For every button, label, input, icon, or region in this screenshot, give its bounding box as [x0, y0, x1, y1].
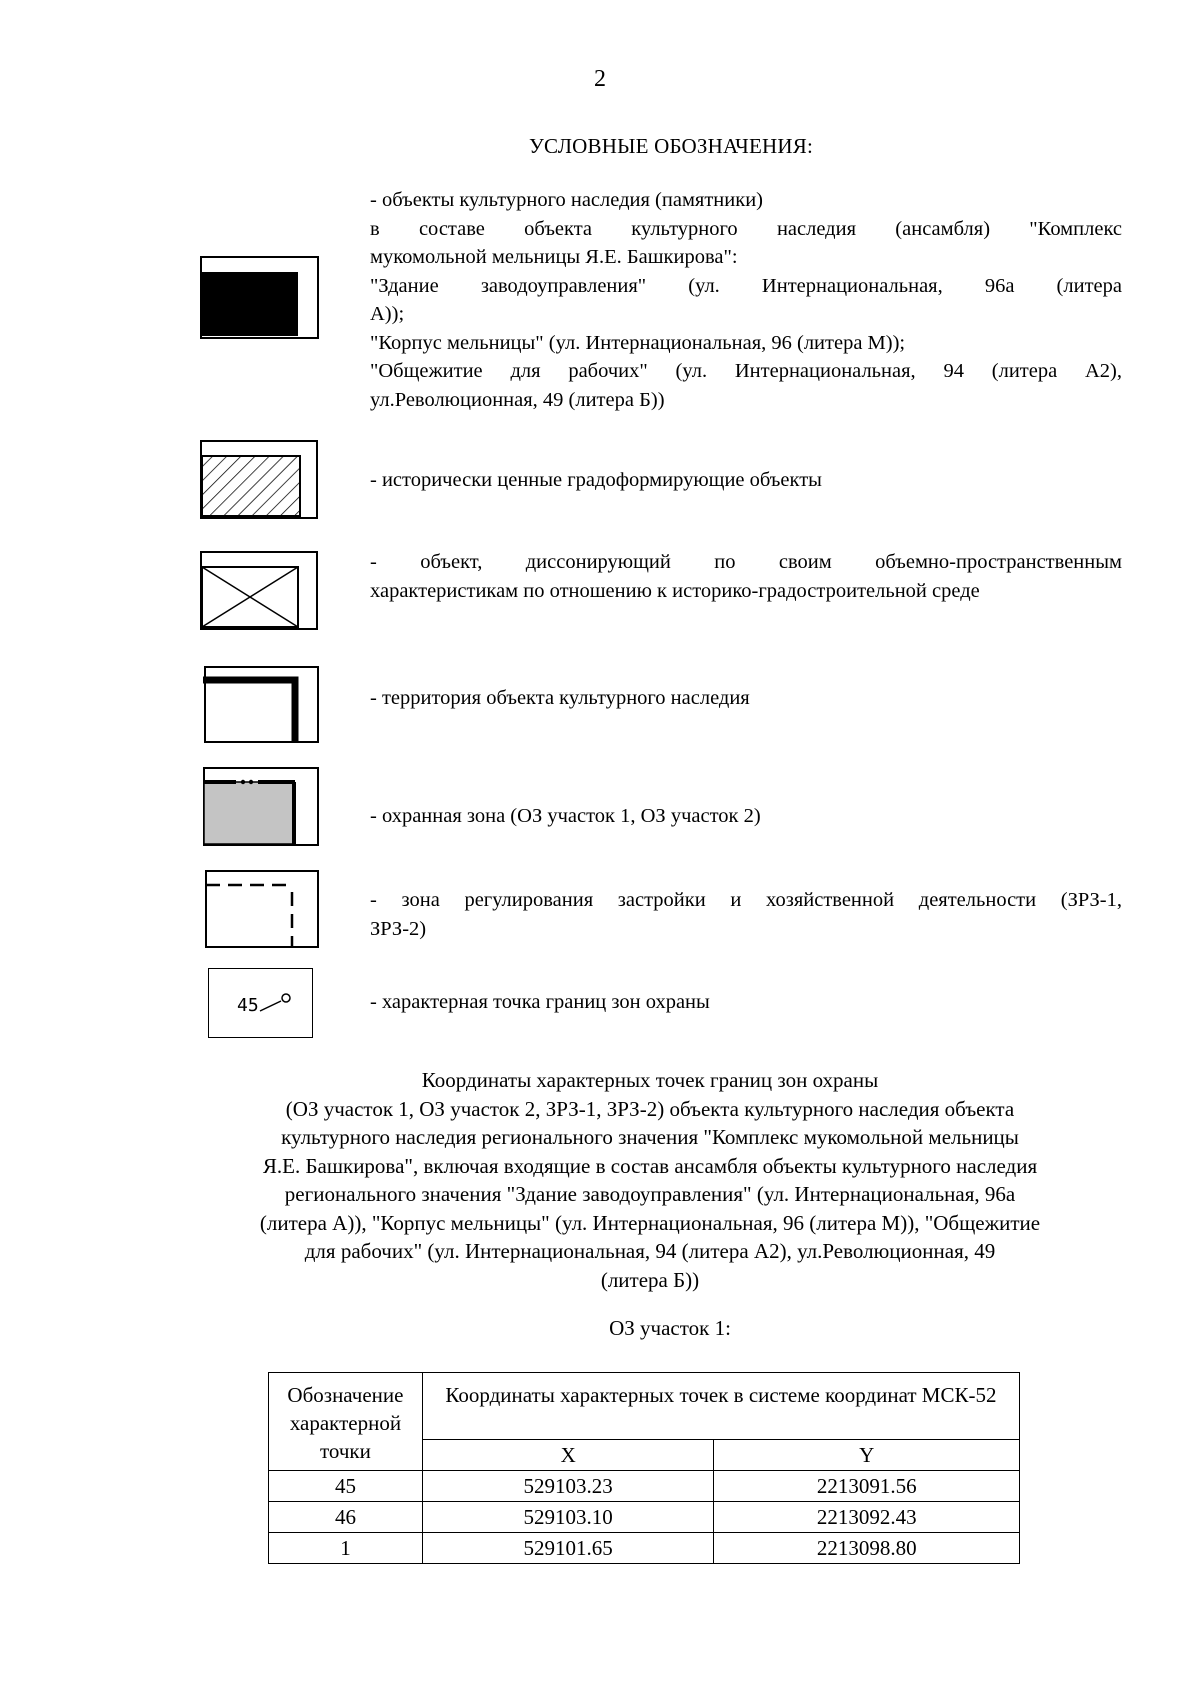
cell-x: 529101.65	[422, 1533, 714, 1564]
crossed-box-icon	[200, 551, 320, 631]
coords-title-line: Я.Е. Башкирова", включая входящие в состав ансамбля объекты культурного наследия	[262, 1153, 1038, 1178]
point-marker-icon	[208, 968, 313, 1038]
cell-x: 529103.10	[422, 1502, 714, 1533]
cell-point: 1	[269, 1533, 423, 1564]
point-leader-icon	[257, 989, 297, 1019]
legend-dissonant-line: - объект, диссонирующий по своим объемно-пространственным	[370, 551, 1122, 573]
coords-title-line: культурного наследия регионального значения "Комплекс мукомольной мельницы	[281, 1125, 1019, 1149]
legend-dissonant-line: характеристикам по отношению к историко-градостроительной среде	[370, 579, 980, 602]
coords-title	[150, 1066, 1150, 1294]
point-marker-label: 45	[237, 995, 259, 1016]
legend-monuments-line: в составе объекта культурного наследия (ансамбля) "Комплекс	[370, 217, 1122, 240]
coords-title-line: (литера Б))	[600, 1267, 700, 1292]
section-title: ОЗ участок 1:	[609, 1316, 731, 1340]
coords-title-line: (ОЗ участок 1, ОЗ участок 2, ЗРЗ-1, ЗРЗ-2) объекта культурного наследия объекта	[285, 1096, 1015, 1121]
header-x: X	[422, 1440, 714, 1471]
territory-border-icon	[200, 666, 320, 744]
legend-regulation-zone-line: ЗРЗ-2)	[370, 917, 427, 940]
cell-point: 45	[269, 1471, 423, 1502]
legend-monuments-line: "Здание заводоуправления" (ул. Интернациональная, 96а (литера	[370, 274, 1122, 297]
hatched-building-icon	[200, 440, 320, 520]
table-row	[269, 1502, 1020, 1533]
legend-regulation-zone	[370, 886, 1122, 943]
cell-point: 46	[269, 1502, 423, 1533]
legend-monuments-line: мукомольной мельницы Я.Е. Башкирова":	[370, 246, 738, 268]
header-coordinates: Координаты характерных точек в системе координат МСК-52	[422, 1373, 1019, 1440]
legend-monuments-line: "Корпус мельницы" (ул. Интернациональная, 96 (литера М));	[370, 331, 906, 354]
monument-symbol-icon	[200, 256, 320, 340]
legend-monuments	[370, 186, 1122, 414]
coords-title-line: для рабочих" (ул. Интернациональная, 94 (литера А2), ул.Революционная, 49	[304, 1239, 996, 1263]
protection-zone-icon	[200, 767, 320, 847]
coords-title-line: Координаты характерных точек границ зон охраны	[421, 1068, 879, 1092]
table-header-row	[269, 1373, 1020, 1440]
coords-title-line: регионального значения "Здание заводоуправления" (ул. Интернациональная, 96а	[284, 1182, 1016, 1206]
coordinates-table	[268, 1372, 1020, 1564]
table-row	[269, 1471, 1020, 1502]
cell-y: 2213091.56	[714, 1471, 1020, 1502]
coords-title-line: (литера А)), "Корпус мельницы" (ул. Интернациональная, 96 (литера М)), "Общежитие	[259, 1210, 1041, 1235]
legend-regulation-zone-line: - зона регулирования застройки и хозяйственной деятельности (ЗРЗ-1,	[370, 889, 1122, 911]
legend-monuments-line: - объекты культурного наследия (памятники)	[370, 189, 764, 211]
legend-dissonant	[370, 548, 1122, 605]
legend-monuments-line: ул.Революционная, 49 (литера Б))	[370, 388, 665, 411]
legend-monuments-line: А));	[370, 303, 405, 325]
legend-monuments-line: "Общежитие для рабочих" (ул. Интернациональная, 94 (литера А2),	[370, 360, 1122, 382]
legend-point: - характерная точка границ зон охраны	[370, 991, 710, 1013]
table-row	[269, 1533, 1020, 1564]
header-point: Обозначение характерной точки	[269, 1373, 423, 1471]
legend-title: УСЛОВНЫЕ ОБОЗНАЧЕНИЯ:	[528, 134, 814, 158]
page-number: 2	[594, 66, 606, 92]
legend-territory: - территория объекта культурного наследия	[370, 687, 750, 709]
legend-historic-objects: - исторически ценные градоформирующие объекты	[370, 469, 822, 491]
cell-y: 2213098.80	[714, 1533, 1020, 1564]
header-y: Y	[714, 1440, 1020, 1471]
legend-protection-zone: - охранная зона (ОЗ участок 1, ОЗ участок 2)	[370, 805, 761, 827]
cell-y: 2213092.43	[714, 1502, 1020, 1533]
regulation-zone-icon	[200, 870, 320, 950]
cell-x: 529103.23	[422, 1471, 714, 1502]
